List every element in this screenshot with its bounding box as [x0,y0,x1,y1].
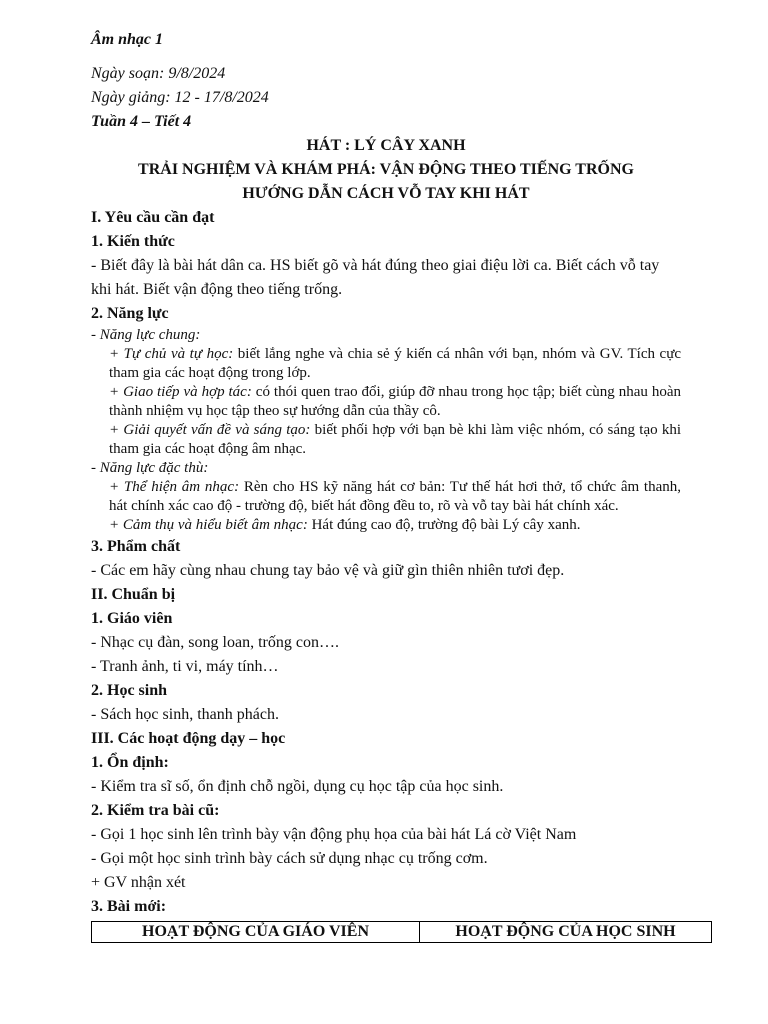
general-ability-item: + Giao tiếp và hợp tác: có thói quen trao đổi, giúp đỡ nhau trong học tập; biết cùng nhau hoàn thành nhiệm vụ học tập theo sự hướng dẫn của thầy cô. [109,384,681,419]
student-prep-heading: 2. Học sinh [91,682,168,699]
section-3-heading: III. Các hoạt động dạy – học [91,730,286,747]
week-lesson: Tuần 4 – Tiết 4 [91,113,192,130]
quality-text: - Các em hãy cùng nhau chung tay bảo vệ và giữ gìn thiên nhiên tươi đẹp. [91,562,565,579]
knowledge-heading: 1. Kiến thức [91,233,175,250]
subject-title: Âm nhạc 1 [91,31,164,48]
ability-heading: 2. Năng lực [91,305,169,322]
general-ability-item: + Tự chủ và tự học: biết lắng nghe và chia sẻ ý kiến cá nhân với bạn, nhóm và GV. Tích cực tham gia các hoạt động trong lớp. [109,346,682,381]
knowledge-text: - Biết đây là bài hát dân ca. HS biết gõ và hát đúng theo giai điệu lời ca. Biết cách vỗ tay khi hát. Biết vận động theo tiếng trống. [91,257,660,298]
lesson-title-3: HƯỚNG DẪN CÁCH VỖ TAY KHI HÁT [242,185,530,202]
specific-ability-item: + Thể hiện âm nhạc: Rèn cho HS kỹ năng hát cơ bản: Tư thế hát hơi thở, tổ chức âm thanh, hát chính xác cao độ - trường độ, biết hát đồng đều to, rõ và vỗ tay bài hát chính xác. [109,479,682,514]
teacher-prep-heading: 1. Giáo viên [91,610,173,627]
document-page [91,28,681,943]
teach-date: Ngày giảng: 12 - 17/8/2024 [91,89,269,106]
general-ability-item: + Giải quyết vấn đề và sáng tạo: biết phối hợp với bạn bè khi làm việc nhóm, có sáng tạo khi tham gia các hoạt động âm nhạc. [109,422,682,457]
review-item: - Gọi một học sinh trình bày cách sử dụng nhạc cụ trống cơm. [91,850,488,867]
lesson-title-2: TRẢI NGHIỆM VÀ KHÁM PHÁ: VẬN ĐỘNG THEO TIẾNG TRỐNG [138,161,634,178]
review-item: - Gọi 1 học sinh lên trình bày vận động phụ họa của bài hát Lá cờ Việt Nam [91,826,577,843]
table-header-row [92,922,712,943]
stabilize-text: - Kiểm tra sĩ số, ổn định chỗ ngồi, dụng cụ học tập của học sinh. [91,778,504,795]
teacher-prep-item: - Nhạc cụ đàn, song loan, trống con…. [91,634,339,651]
specific-ability-item: + Cảm thụ và hiểu biết âm nhạc: Hát đúng cao độ, trường độ bài Lý cây xanh. [109,517,581,533]
lesson-title-1: HÁT : LÝ CÂY XANH [306,137,466,154]
section-2-heading: II. Chuẩn bị [91,586,176,603]
student-activity-header: HOẠT ĐỘNG CỦA HỌC SINH [420,922,712,943]
activity-table [91,921,712,943]
review-item: + GV nhận xét [91,874,186,891]
section-1-heading: I. Yêu cầu cần đạt [91,209,215,226]
stabilize-heading: 1. Ổn định: [91,754,169,771]
teacher-prep-item: - Tranh ảnh, ti vi, máy tính… [91,658,279,675]
student-prep-item: - Sách học sinh, thanh phách. [91,706,279,723]
specific-ability-label: - Năng lực đặc thù: [91,460,209,476]
quality-heading: 3. Phẩm chất [91,538,181,555]
prep-date: Ngày soạn: 9/8/2024 [91,65,226,82]
review-heading: 2. Kiểm tra bài cũ: [91,802,220,819]
teacher-activity-header: HOẠT ĐỘNG CỦA GIÁO VIÊN [92,922,420,943]
new-lesson-heading: 3. Bài mới: [91,898,167,915]
general-ability-label: - Năng lực chung: [91,327,201,343]
